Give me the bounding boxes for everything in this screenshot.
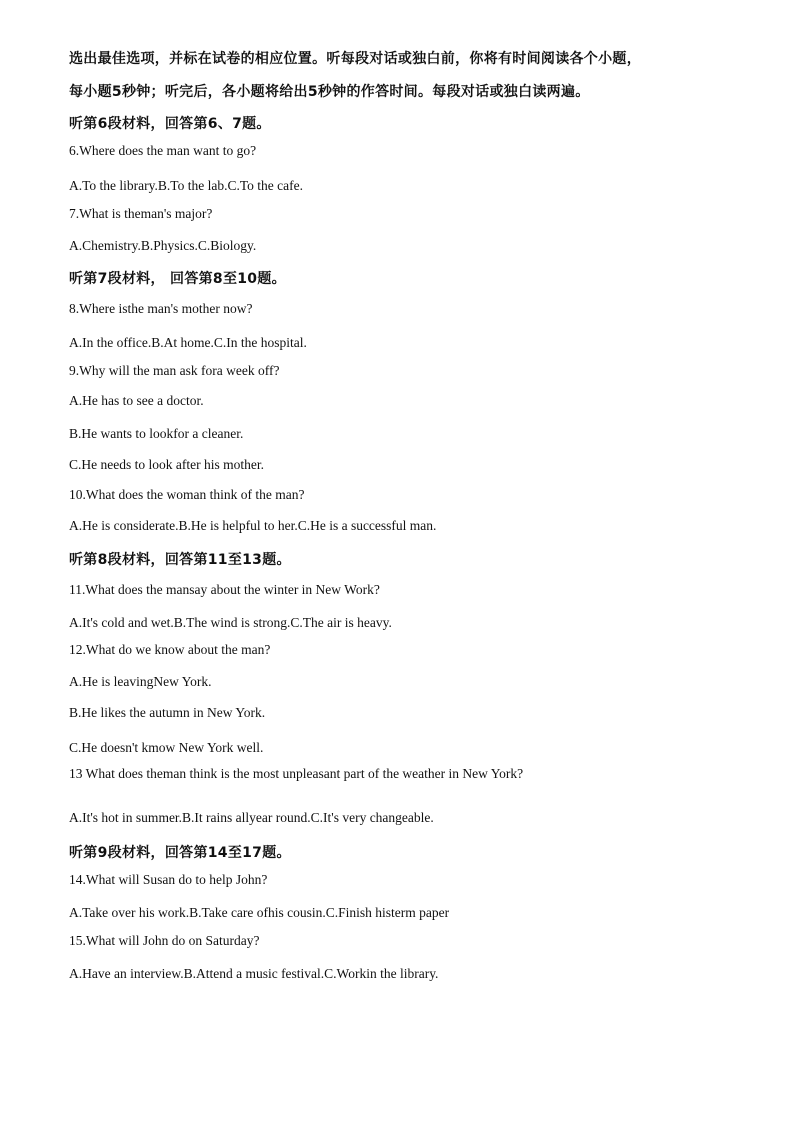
instruction-line: 选出最佳选项，并标在试卷的相应位置。听每段对话或独白前，你将有时间阅读各个小题，: [69, 51, 641, 67]
question: 7.What is theman's major?: [69, 206, 213, 221]
answer-options: A.Take over his work.B.Take care ofhis cousin.C.Finish histerm paper: [69, 905, 450, 920]
question: 13 What does theman think is the most unpleasant part of the weather in New York?: [69, 766, 524, 781]
answer-options: A.He is considerate.B.He is helpful to her.C.He is a successful man.: [69, 518, 437, 533]
question: 11.What does the mansay about the winter in New Work?: [69, 582, 380, 597]
section-heading: 听第8段材料，回答第11至13题。: [69, 552, 291, 568]
answer-options: A.Chemistry.B.Physics.C.Biology.: [69, 238, 257, 253]
instruction-line: 每小题5秒钟；听完后，各小题将给出5秒钟的作答时间。每段对话或独白读两遍。: [69, 84, 590, 100]
answer-options: A.It's cold and wet.B.The wind is strong.C.The air is heavy.: [69, 615, 392, 630]
question: 14.What will Susan do to help John?: [69, 872, 268, 887]
answer-option: C.He doesn't kmow New York well.: [69, 740, 264, 755]
answer-option: C.He needs to look after his mother.: [69, 457, 264, 472]
answer-options: A.To the library.B.To the lab.C.To the cafe.: [69, 178, 303, 193]
answer-options: A.It's hot in summer.B.It rains allyear round.C.It's very changeable.: [69, 810, 434, 825]
answer-option: B.He likes the autumn in New York.: [69, 705, 266, 720]
question: 15.What will John do on Saturday?: [69, 933, 260, 948]
answer-options: A.In the office.B.At home.C.In the hospital.: [69, 335, 307, 350]
answer-option: B.He wants to lookfor a cleaner.: [69, 426, 244, 441]
question: 10.What does the woman think of the man?: [69, 487, 305, 502]
answer-options: A.Have an interview.B.Attend a music festival.C.Workin the library.: [69, 966, 439, 981]
question: 8.Where isthe man's mother now?: [69, 301, 253, 316]
question: 6.Where does the man want to go?: [69, 143, 257, 158]
section-heading: 听第7段材料， 回答第8至10题。: [69, 271, 286, 287]
section-heading: 听第6段材料，回答第6、7题。: [69, 116, 271, 132]
answer-option: A.He has to see a doctor.: [69, 393, 204, 408]
answer-option: A.He is leavingNew York.: [69, 674, 212, 689]
section-heading: 听第9段材料，回答第14至17题。: [69, 845, 291, 861]
question: 12.What do we know about the man?: [69, 642, 271, 657]
question: 9.Why will the man ask fora week off?: [69, 363, 280, 378]
